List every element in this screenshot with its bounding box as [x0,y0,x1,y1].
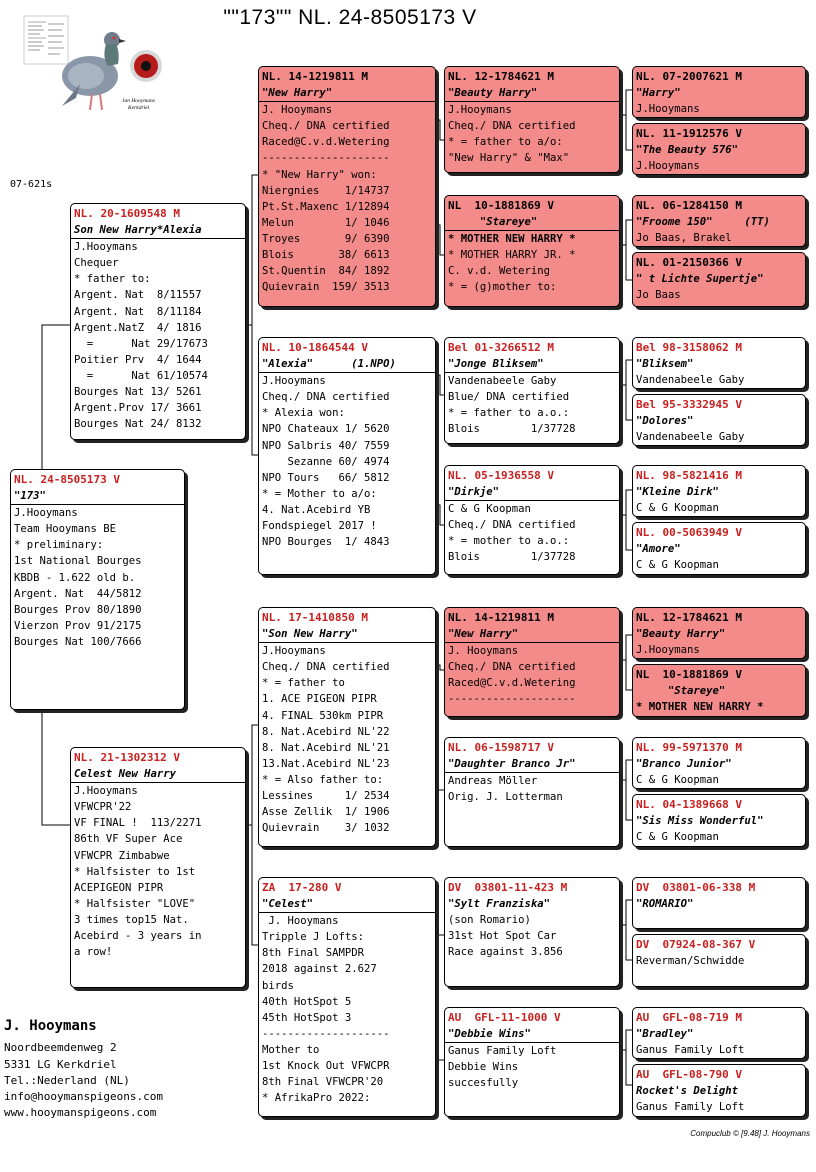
info-line: Cheq./ DNA certified [262,661,390,674]
pedigree-box-g10 [632,664,806,717]
info-line: a row! [74,946,113,959]
info-line: 8th Final VFWCPR'20 [262,1076,384,1089]
info-line: Andreas Möller [448,775,538,788]
pedigree-box-g6 [632,394,806,446]
ring-number: NL. 10-1864544 V [262,341,368,354]
page-title: ""173"" NL. 24-8505173 V [223,6,477,29]
info-line: C & G Koopman [448,503,531,516]
pedigree-box-g14 [632,934,806,987]
info-line: J.Hooymans [74,785,138,798]
info-line: * MOTHER NEW HARRY * [636,701,764,714]
ring-number: NL 10-1881869 V [636,668,742,681]
info-line: J.Hooymans [262,645,326,658]
logo-name: Jan Hooymans [122,98,155,104]
info-line: C & G Koopman [636,559,719,572]
info-line: 1st National Bourges [14,555,142,568]
info-line: Cheq./ DNA certified [448,120,576,133]
info-line: 1. ACE PIGEON PIPR [262,693,377,706]
info-line: * = father to a/o: [448,136,563,149]
info-line: Vandenabeele Gaby [448,375,557,388]
info-line: * = mother to a.o.: [448,535,570,548]
ring-number: NL. 04-1389668 V [636,798,742,811]
ring-number: NL. 11-1912576 V [636,127,742,140]
pedigree-box-g12 [632,794,806,847]
pigeon-name: "Bradley" [636,1028,694,1041]
info-line: Bourges Prov 80/1890 [14,603,142,616]
pigeon-name: Son New Harry*Alexia [71,222,245,239]
pedigree-box-sd [258,337,436,575]
pigeon-name: "Stareye" [636,685,726,698]
info-line: VFWCPR'22 [74,801,132,814]
website-link[interactable]: www.hooymanspigeons.com [4,1106,157,1120]
ring-number: NL. 06-1598717 V [448,741,554,754]
info-line: 40th HotSpot 5 [262,995,352,1008]
pigeon-name: "Harry" [636,87,681,100]
pigeon-name: "The Beauty 576" [636,144,739,157]
pedigree-box-ddd [444,1007,620,1117]
breeder-name: J. Hooymans [4,1018,97,1034]
info-line: Team Hooymans BE [14,523,117,536]
info-line: KBDB - 1.622 old b. [14,571,136,584]
info-line: Chequer [74,257,119,270]
pigeon-name: "Froome 150" (TT) [636,216,770,229]
info-line: Troyes 9/ 6390 [262,232,390,245]
pigeon-name: "Sis Miss Wonderful" [636,815,764,828]
info-line: * MOTHER NEW HARRY * [448,233,576,246]
pedigree-box-ssd [444,195,620,307]
ring-number: NL. 12-1784621 M [448,70,554,83]
info-line: Acebird - 3 years in [74,930,202,943]
info-line: 8th Final SAMPDR [262,947,365,960]
info-line: * Halfsister to 1st [74,865,196,878]
pedigree-box-ss [258,66,436,307]
info-line: Bourges Nat 13/ 5261 [74,386,202,399]
pedigree-box-sds [444,337,620,444]
reference-code: 07-621s [10,179,53,190]
pedigree-box-g5 [632,337,806,389]
pigeon-name: "Amore" [636,543,681,556]
info-line: J.Hooymans [636,160,700,173]
pigeon-name: "New Harry" [259,85,435,102]
pedigree-box-g15 [632,1007,806,1059]
pedigree-box-dam [70,747,246,988]
info-line: Cheq./ DNA certified [262,391,390,404]
breeder-contact [4,1018,163,1122]
pedigree-box-g4 [632,252,806,307]
ring-number: NL. 14-1219811 M [262,70,368,83]
info-line: Vandenabeele Gaby [636,374,745,387]
info-line: 13.Nat.Acebird NL'23 [262,757,390,770]
pedigree-box-dd [258,877,436,1117]
info-line: -------------------- [262,1027,390,1040]
info-line: Blue/ DNA certified [448,391,570,404]
pigeon-name: "Celest" [259,896,435,913]
pedigree-box-ds [258,607,436,847]
ring-number: NL. 14-1219811 M [448,611,554,624]
software-credit: Compuclub © [9.48] J. Hooymans [690,1129,810,1138]
info-line: C & G Koopman [636,831,719,844]
info-line: Raced@C.v.d.Wetering [262,136,390,149]
info-line: * = (g)mother to: [448,281,557,294]
info-line: NPO Chateaux 1/ 5620 [262,423,390,436]
pigeon-name: " t Lichte Supertje" [636,273,764,286]
pigeon-name: "Dolores" [636,415,694,428]
info-line: J.Hooymans [448,104,512,117]
pigeon-name: "Beauty Harry" [445,85,619,102]
info-line: NPO Salbris 40/ 7559 [262,439,390,452]
pigeon-name: "Beauty Harry" [636,628,726,641]
info-line: -------------------- [262,152,390,165]
pigeon-name: Rocket's Delight [636,1085,739,1098]
pedigree-box-dds [444,877,620,987]
address-line-1: Noordbeemdenweg 2 [4,1041,117,1055]
info-line: Blois 38/ 6613 [262,249,390,262]
info-line: J.Hooymans [14,507,78,520]
pedigree-box-g7 [632,465,806,517]
info-line: (son Romario) [448,914,531,927]
pigeon-name: "Stareye" [445,214,619,231]
pigeon-name: "Sylt Franziska" [448,898,551,911]
info-line: Blois 1/37728 [448,423,576,436]
info-line: 3 times top15 Nat. [74,913,189,926]
info-line: * Alexia won: [262,407,345,420]
info-line: 1st Knock Out VFWCPR [262,1060,390,1073]
ring-number: DV 03801-06-338 M [636,881,756,894]
info-line: Jo Baas [636,289,681,302]
info-line: 4. FINAL 530km PIPR [262,709,384,722]
pigeon-name: "Alexia" (1.NPO) [259,356,435,373]
info-line: Jo Baas, Brakel [636,232,732,245]
pedigree-box-sss [444,66,620,173]
info-line: C & G Koopman [636,502,719,515]
info-line: Melun 1/ 1046 [262,216,390,229]
pigeon-name: "ROMARIO" [636,898,694,911]
info-line: Asse Zellik 1/ 1906 [262,806,390,819]
info-line: C & G Koopman [636,774,719,787]
info-line: C. v.d. Wetering [448,265,551,278]
info-line: VF FINAL ! 113/2271 [74,817,202,830]
info-line: Argent. Nat 44/5812 [14,587,142,600]
pigeon-name: "Bliksem" [636,358,694,371]
info-line: Sezanne 60/ 4974 [262,455,390,468]
info-line: Mother to [262,1043,320,1056]
info-line: Orig. J. Lotterman [448,791,563,804]
email-link[interactable]: info@hooymanspigeons.com [4,1090,163,1104]
info-line: * father to: [74,273,151,286]
info-line: J. Hooymans [448,645,519,658]
info-line: 86th VF Super Ace [74,833,183,846]
info-line: Lessines 1/ 2534 [262,790,390,803]
info-line: St.Quentin 84/ 1892 [262,265,390,278]
info-line: J.Hooymans [636,103,700,116]
ring-number: NL. 05-1936558 V [448,469,554,482]
info-line: * AfrikaPro 2022: [262,1092,371,1105]
info-line: J. Hooymans [262,915,339,928]
info-line: Blois 1/37728 [448,551,576,564]
info-line: Debbie Wins [448,1061,519,1074]
pigeon-name: "Debbie Wins" [445,1026,619,1043]
ring-number: NL. 20-1609548 M [74,207,180,220]
ring-number: NL. 12-1784621 M [636,611,742,624]
ring-number: NL. 99-5971370 M [636,741,742,754]
info-line: 2018 against 2.627 [262,963,377,976]
phone-line: Tel.:Nederland (NL) [4,1073,130,1087]
ring-number: NL. 98-5821416 M [636,469,742,482]
pigeon-name: "New Harry" [445,626,619,643]
ring-number: DV 03801-11-423 M [448,881,568,894]
info-line: * = father to a.o.: [448,407,570,420]
pedigree-box-subject [10,469,185,710]
info-line: 4. Nat.Acebird YB [262,503,371,516]
ring-number: AU GFL-11-1000 V [448,1011,561,1024]
info-line: -------------------- [448,693,576,706]
info-line: Cheq./ DNA certified [448,519,576,532]
ring-number: NL. 24-8505173 V [14,473,120,486]
pedigree-box-sire [70,203,246,440]
ring-number: ZA 17-280 V [262,881,342,894]
ring-number: NL. 07-2007621 M [636,70,742,83]
pedigree-box-dss [444,607,620,717]
info-line: J. Hooymans [262,104,333,117]
info-line: * Halfsister "LOVE" [74,897,196,910]
info-line: Argent.Prov 17/ 3661 [74,402,202,415]
info-line: J.Hooymans [74,241,138,254]
info-line: ACEPIGEON PIPR [74,881,164,894]
pedigree-box-g2 [632,123,806,175]
ring-number: Bel 95-3332945 V [636,398,742,411]
info-line: * = Also father to: [262,773,384,786]
info-line: NPO Tours 66/ 5812 [262,471,390,484]
info-line: Ganus Family Loft [636,1101,745,1114]
info-line: NPO Bourges 1/ 4843 [262,536,390,549]
info-line: Argent. Nat 8/11184 [74,305,202,318]
info-line: 8. Nat.Acebird NL'21 [262,741,390,754]
ring-number: NL. 21-1302312 V [74,751,180,764]
ring-number: Bel 01-3266512 M [448,341,554,354]
logo-place: Kerkdriel [128,105,150,111]
ring-number: AU GFL-08-719 M [636,1011,742,1024]
info-line: Fondspiegel 2017 ! [262,520,377,533]
info-line: Tripple J Lofts: [262,931,365,944]
ring-number: AU GFL-08-790 V [636,1068,742,1081]
info-line: 31st Hot Spot Car [448,930,557,943]
info-line: Poitier Prv 4/ 1644 [74,353,202,366]
pigeon-name: "Jonge Bliksem" [445,356,619,373]
info-line: = Nat 29/17673 [74,337,208,350]
ring-number: NL. 00-5063949 V [636,526,742,539]
ring-number: NL. 06-1284150 M [636,199,742,212]
info-line: succesfully [448,1077,519,1090]
pigeon-name: "Kleine Dirk" [636,486,719,499]
pedigree-box-g11 [632,737,806,789]
pedigree-box-dsd [444,737,620,847]
info-line: Pt.St.Maxenc 1/12894 [262,200,390,213]
info-line: = Nat 61/10574 [74,369,208,382]
info-line: 8. Nat.Acebird NL'22 [262,725,390,738]
pigeon-name: "Son New Harry" [259,626,435,643]
info-line: Raced@C.v.d.Wetering [448,677,576,690]
ring-number: NL. 01-2150366 V [636,256,742,269]
pigeon-name: Celest New Harry [71,766,245,783]
info-line: Reverman/Schwidde [636,955,745,968]
info-line: Cheq./ DNA certified [448,661,576,674]
info-line: * "New Harry" won: [262,168,377,181]
pigeon-name: "Dirkje" [445,484,619,501]
info-line: Quievrain 3/ 1032 [262,822,390,835]
info-line: Argent. Nat 8/11557 [74,289,202,302]
info-line: VFWCPR Zimbabwe [74,849,170,862]
info-line: * MOTHER HARRY JR. * [448,249,576,262]
pedigree-box-g8 [632,522,806,575]
ring-number: NL 10-1881869 V [448,199,554,212]
address-line-2: 5331 LG Kerkdriel [4,1057,117,1071]
pigeon-name: "Branco Junior" [636,758,732,771]
ring-number: Bel 98-3158062 M [636,341,742,354]
pedigree-box-g16 [632,1064,806,1117]
ring-number: NL. 17-1410850 M [262,611,368,624]
info-line: * preliminary: [14,539,104,552]
info-line: J.Hooymans [262,375,326,388]
info-line: Race against 3.856 [448,946,563,959]
pedigree-box-g13 [632,877,806,929]
info-line: 45th HotSpot 3 [262,1011,352,1024]
info-line: Vandenabeele Gaby [636,431,745,444]
pedigree-box-g3 [632,195,806,247]
info-line: birds [262,979,294,992]
info-line: * = father to [262,677,345,690]
pedigree-box-g9 [632,607,806,659]
info-line: Bourges Nat 100/7666 [14,635,142,648]
info-line: Ganus Family Loft [448,1045,557,1058]
pedigree-box-g1 [632,66,806,118]
info-line: Niergnies 1/14737 [262,184,390,197]
info-line: * = Mother to a/o: [262,487,377,500]
info-line: J.Hooymans [636,644,700,657]
ring-number: DV 07924-08-367 V [636,938,756,951]
pigeon-name: "173" [11,488,184,505]
pedigree-box-sdd [444,465,620,575]
info-line: Quievrain 159/ 3513 [262,281,390,294]
info-line: Argent.NatZ 4/ 1816 [74,321,202,334]
info-line: Vierzon Prov 91/2175 [14,619,142,632]
info-line: Bourges Nat 24/ 8132 [74,418,202,431]
info-line: Ganus Family Loft [636,1044,745,1057]
info-line: Cheq./ DNA certified [262,120,390,133]
pigeon-name: "Daughter Branco Jr" [445,756,619,773]
info-line: "New Harry" & "Max" [448,152,570,165]
